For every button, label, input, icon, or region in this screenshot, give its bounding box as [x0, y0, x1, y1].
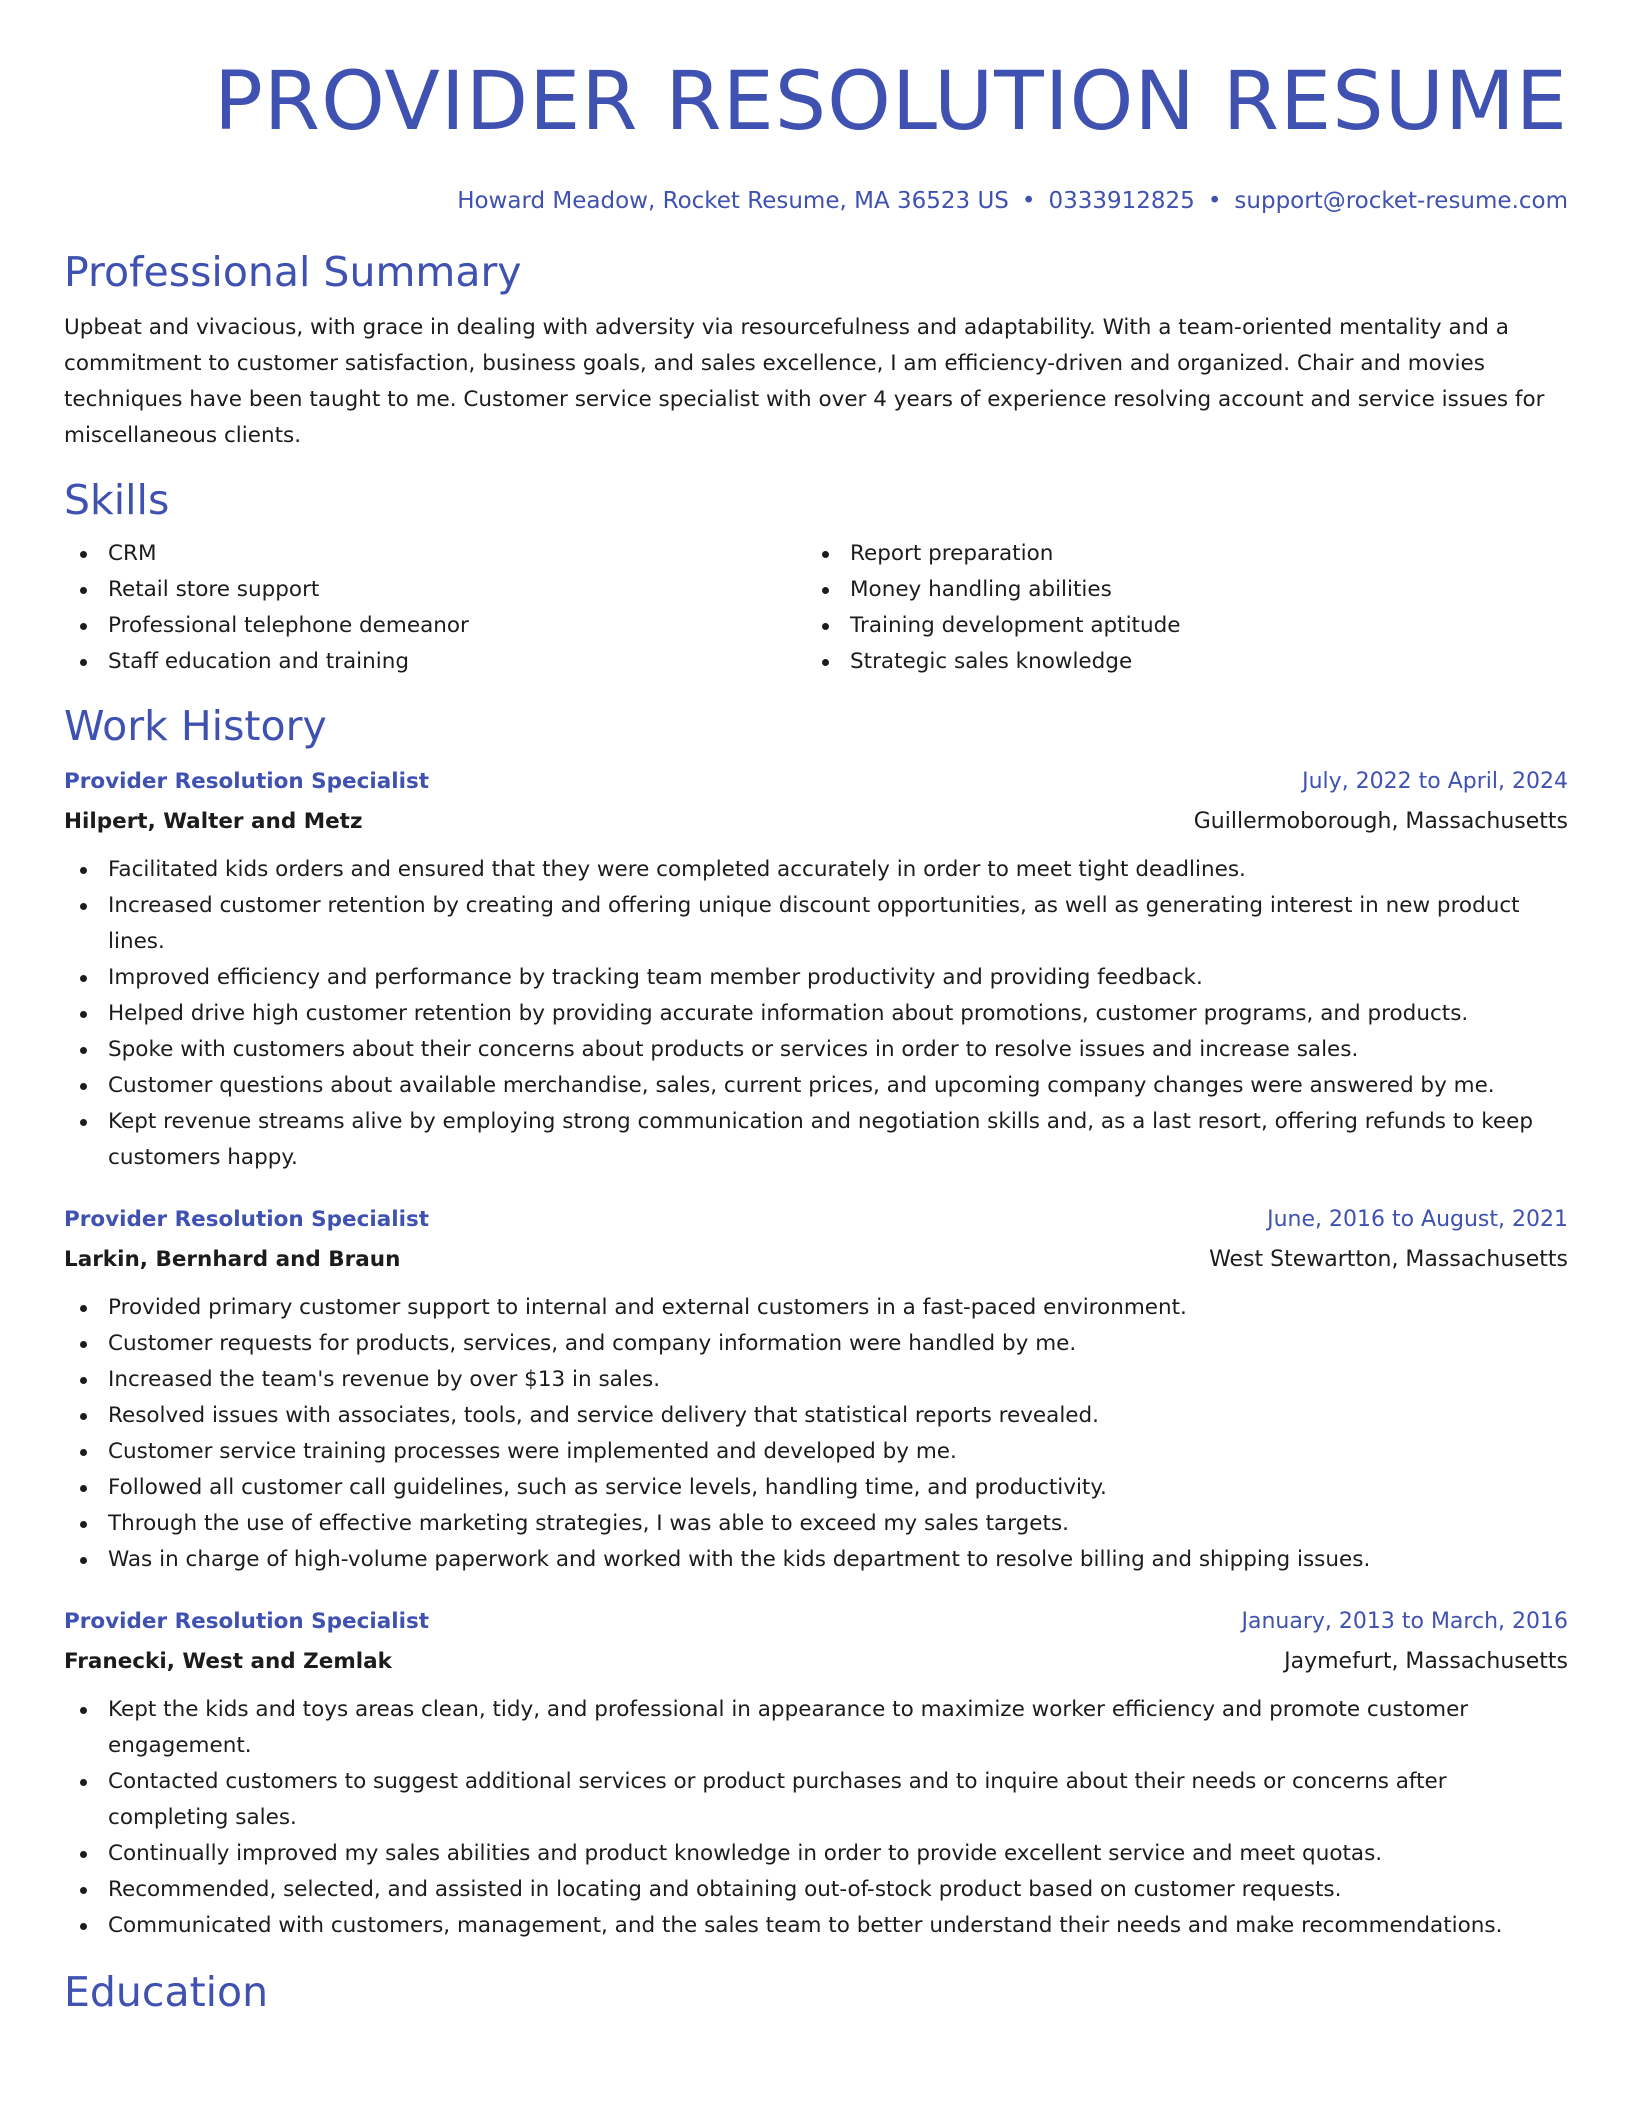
- job-location: Guillermoborough, Massachusetts: [1193, 809, 1568, 834]
- contact-line: [64, 186, 1568, 216]
- contact-address: Howard Meadow, Rocket Resume, MA 36523 US: [457, 188, 1009, 214]
- job-bullet: Provided primary customer support to internal and external customers in a fast-paced environment.: [64, 1290, 1568, 1326]
- job-entry: [64, 762, 1568, 1176]
- job-bullet: Customer requests for products, services, and company information were handled by me.: [64, 1326, 1568, 1362]
- job-bullet: Contacted customers to suggest additional services or product purchases and to inquire about their needs or concerns after completing sales.: [64, 1764, 1568, 1836]
- resume-page: [64, 0, 1568, 2018]
- job-company: Hilpert, Walter and Metz: [64, 809, 363, 834]
- job-bullet: Resolved issues with associates, tools, and service delivery that statistical reports revealed.: [64, 1398, 1568, 1434]
- skills-column-left: [64, 536, 806, 680]
- job-bullet: Facilitated kids orders and ensured that they were completed accurately in order to meet tight deadlines.: [64, 852, 1568, 888]
- skill-item: Money handling abilities: [806, 572, 1181, 608]
- job-bullet: Recommended, selected, and assisted in locating and obtaining out-of-stock product based on customer requests.: [64, 1872, 1568, 1908]
- skills-column-right: [806, 536, 1181, 680]
- job-bullet: Spoke with customers about their concerns about products or services in order to resolve issues and increase sales.: [64, 1032, 1568, 1068]
- job-bullet: Increased customer retention by creating and offering unique discount opportunities, as well as generating interest in new product lines.: [64, 888, 1568, 960]
- job-company-row: [64, 802, 1568, 842]
- skill-item: CRM: [64, 536, 806, 572]
- job-bullets: [64, 852, 1568, 1176]
- contact-phone: 0333912825: [1048, 188, 1195, 214]
- skills-list: [64, 536, 1568, 680]
- job-header-row: [64, 762, 1568, 802]
- job-bullet: Helped drive high customer retention by providing accurate information about promotions, customer programs, and products.: [64, 996, 1568, 1032]
- summary-text: Upbeat and vivacious, with grace in dealing with adversity via resourcefulness and adaptability. With a team-oriented mentality and a commitment to customer satisfaction, business goals, and sales excellence, I am efficiency-driven and organized. Chair and movies techniques have been taught to me. Customer service specialist with over 4 years of experience resolving account and service issues for miscellaneous clients.: [64, 315, 1545, 448]
- job-header-row: [64, 1200, 1568, 1240]
- job-bullets: [64, 1692, 1568, 1944]
- job-bullets: [64, 1290, 1568, 1578]
- job-entry: [64, 1602, 1568, 1944]
- resume-title: PROVIDER RESOLUTION RESUME: [213, 55, 1568, 149]
- skill-item: Professional telephone demeanor: [64, 608, 806, 644]
- skills-heading: Skills: [64, 476, 170, 524]
- job-title: Provider Resolution Specialist: [64, 1207, 430, 1232]
- job-bullet: Kept revenue streams alive by employing strong communication and negotiation skills and, as a last resort, offering refunds to keep customers happy.: [64, 1104, 1568, 1176]
- job-bullet: Through the use of effective marketing strategies, I was able to exceed my sales targets.: [64, 1506, 1568, 1542]
- job-company: Larkin, Bernhard and Braun: [64, 1247, 401, 1272]
- job-location: West Stewartton, Massachusetts: [1209, 1247, 1568, 1272]
- job-company-row: [64, 1240, 1568, 1280]
- job-company: Franecki, West and Zemlak: [64, 1649, 392, 1674]
- job-dates: June, 2016 to August, 2021: [1267, 1207, 1568, 1232]
- summary-heading: Professional Summary: [64, 248, 522, 296]
- job-entry: [64, 1200, 1568, 1578]
- job-bullet: Customer questions about available merchandise, sales, current prices, and upcoming company changes were answered by me.: [64, 1068, 1568, 1104]
- job-title: Provider Resolution Specialist: [64, 769, 430, 794]
- education-heading: Education: [64, 1968, 269, 2016]
- job-company-row: [64, 1642, 1568, 1682]
- job-bullet: Kept the kids and toys areas clean, tidy, and professional in appearance to maximize worker efficiency and promote customer engagement.: [64, 1692, 1568, 1764]
- contact-separator: •: [1021, 188, 1036, 214]
- job-bullet: Customer service training processes were implemented and developed by me.: [64, 1434, 1568, 1470]
- job-title: Provider Resolution Specialist: [64, 1609, 430, 1634]
- job-bullet: Communicated with customers, management, and the sales team to better understand their needs and make recommendations.: [64, 1908, 1568, 1944]
- skill-item: Staff education and training: [64, 644, 806, 680]
- skill-item: Retail store support: [64, 572, 806, 608]
- job-dates: July, 2022 to April, 2024: [1302, 769, 1568, 794]
- job-bullet: Was in charge of high-volume paperwork and worked with the kids department to resolve billing and shipping issues.: [64, 1542, 1568, 1578]
- work-history-heading: Work History: [64, 702, 327, 750]
- skill-item: Report preparation: [806, 536, 1181, 572]
- job-bullet: Continually improved my sales abilities and product knowledge in order to provide excellent service and meet quotas.: [64, 1836, 1568, 1872]
- contact-separator: •: [1207, 188, 1222, 214]
- skill-item: Strategic sales knowledge: [806, 644, 1181, 680]
- contact-email[interactable]: support@rocket-resume.com: [1234, 188, 1568, 214]
- job-bullet: Improved efficiency and performance by tracking team member productivity and providing feedback.: [64, 960, 1568, 996]
- job-bullet: Followed all customer call guidelines, such as service levels, handling time, and productivity.: [64, 1470, 1568, 1506]
- job-bullet: Increased the team's revenue by over $13 in sales.: [64, 1362, 1568, 1398]
- job-location: Jaymefurt, Massachusetts: [1284, 1649, 1568, 1674]
- job-header-row: [64, 1602, 1568, 1642]
- skill-item: Training development aptitude: [806, 608, 1181, 644]
- job-dates: January, 2013 to March, 2016: [1241, 1609, 1568, 1634]
